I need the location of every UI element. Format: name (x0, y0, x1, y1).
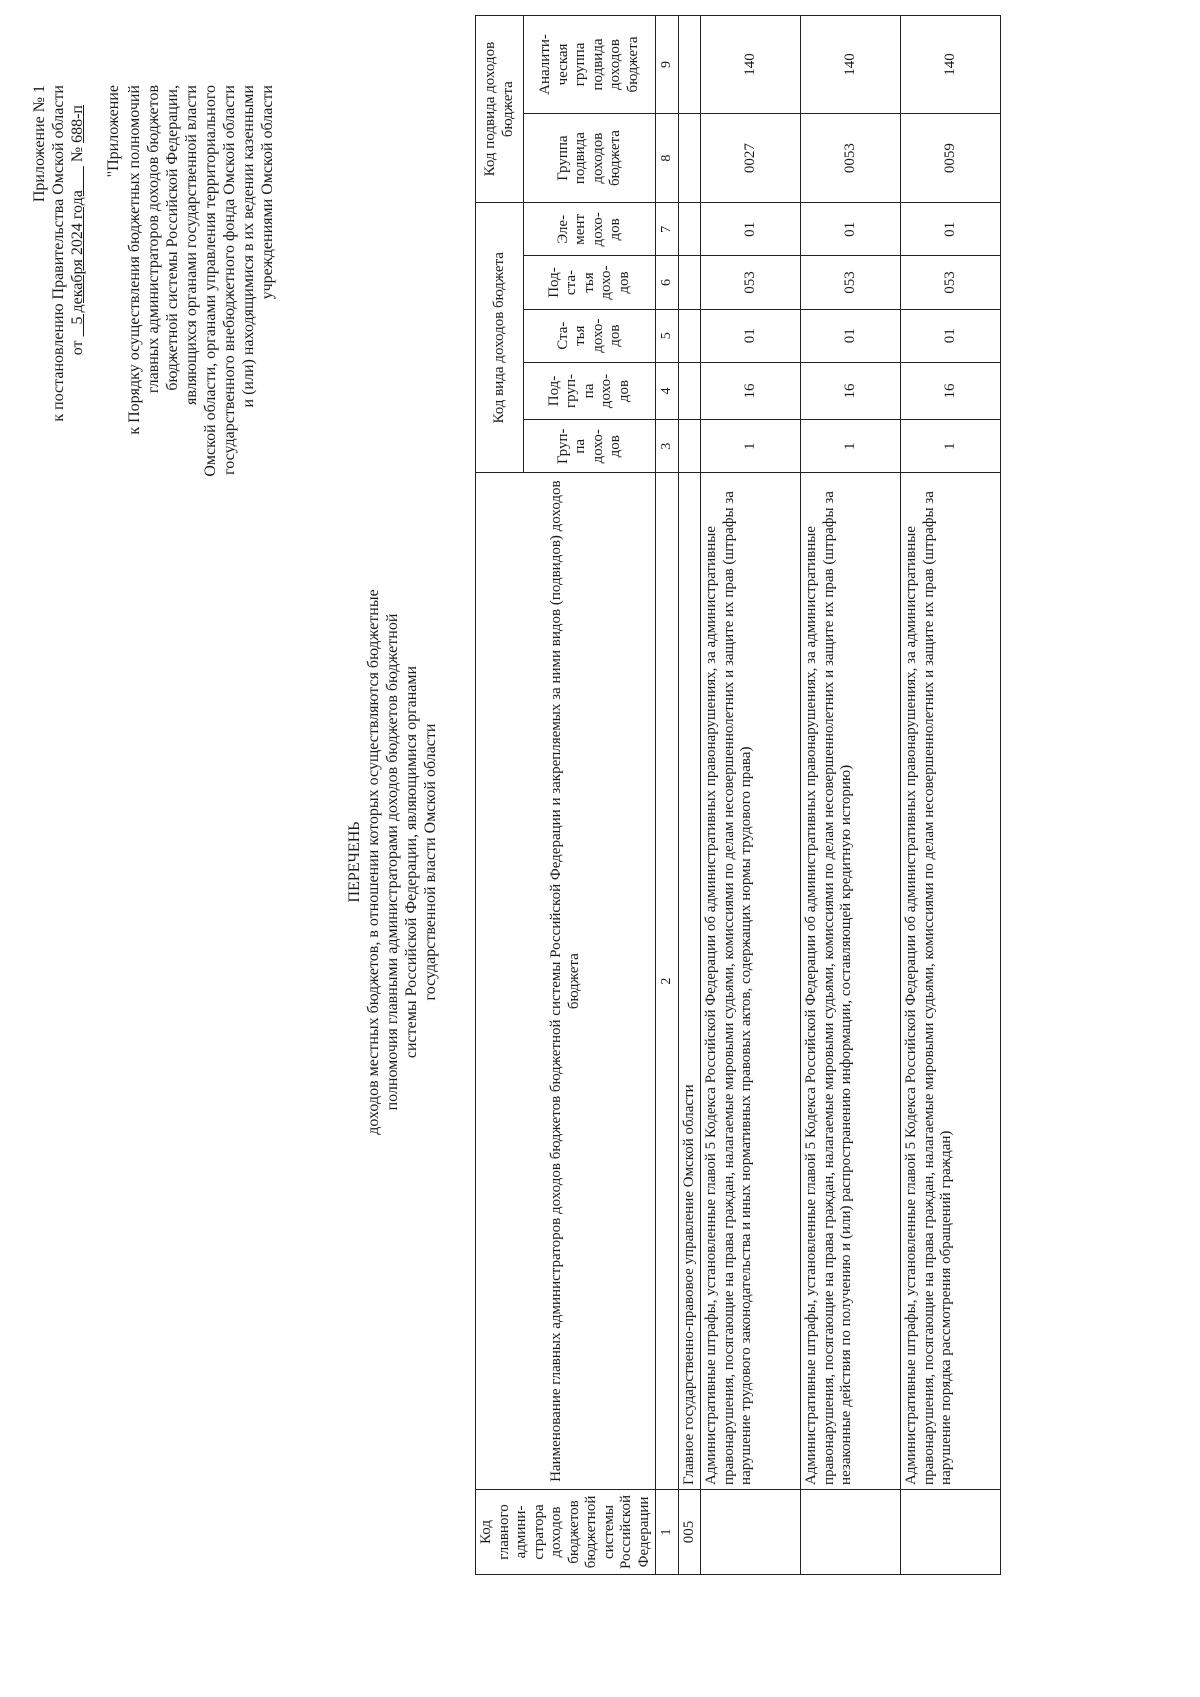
org-name: Главное государственно-правовое управление Омской области (678, 473, 701, 1490)
decree-date-text: 5 декабря 2024 года (69, 190, 86, 325)
decree-date (69, 166, 86, 336)
header-to-decree: к постановлению Правительства Омской области (50, 85, 67, 422)
procedure-line: Омской области, органами управления территориального (202, 85, 219, 477)
header-subkind-code: Код подвида доходов бюджета (476, 16, 524, 203)
number-label: № (69, 146, 86, 163)
revenue-name: Административные штрафы, установленные главой 5 Кодекса Российской Федерации об административных правонарушениях, за административные правонарушения, посягающие на права граждан, налагаемые мировыми судьями, комиссиями по делам несовершеннолетних и защите их прав (штрафы за нарушение порядка рассмотрения обращений граждан) (901, 473, 1001, 1490)
title-line: полномочия главными администраторами доходов бюджетов бюджетной (384, 613, 401, 1111)
article-code: 01 (801, 309, 901, 362)
column-number: 4 (656, 362, 679, 419)
title-line: системы Российской Федерации, являющимися органами (403, 665, 420, 1059)
column-number: 3 (656, 420, 679, 473)
table-row (701, 16, 801, 1575)
empty-cell (678, 113, 701, 202)
subarticle-code: 053 (901, 256, 1001, 309)
header-subgroup: Под-груп-па дохо-дов (524, 362, 656, 419)
element-code: 01 (801, 203, 901, 256)
decree-number: 688-п (69, 105, 86, 143)
header-element: Эле-мент дохо-дов (524, 203, 656, 256)
empty-cell (678, 309, 701, 362)
empty-cell (678, 420, 701, 473)
title-line: доходов местных бюджетов, в отношении которых осуществляются бюджетные (365, 589, 382, 1135)
empty-cell (701, 1489, 801, 1574)
procedure-line: бюджетной системы Российской Федерации, (164, 85, 181, 391)
title-line: государственной власти Омской области (422, 723, 439, 1001)
revenue-name: Административные штрафы, установленные главой 5 Кодекса Российской Федерации об административных правонарушениях, за административные правонарушения, посягающие на права граждан, налагаемые мировыми судьями, комиссиями по делам несовершеннолетних и защите их прав (штрафы за незаконные действия по получению и (или) распространению информации, составляющей кредитную историю) (801, 473, 901, 1490)
analytic-group-code: 140 (901, 16, 1001, 114)
subgroup-code: 16 (701, 362, 801, 419)
header-group: Груп-па дохо-дов (524, 420, 656, 473)
document-title (345, 482, 440, 1242)
empty-cell (678, 256, 701, 309)
group-code: 1 (901, 420, 1001, 473)
subarticle-code: 053 (801, 256, 901, 309)
procedure-line: государственного внебюджетного фонда Омской области (221, 85, 238, 475)
column-number: 6 (656, 256, 679, 309)
subkind-group-code: 0053 (801, 113, 901, 202)
subarticle-code: 053 (701, 256, 801, 309)
article-code: 01 (701, 309, 801, 362)
analytic-group-code: 140 (801, 16, 901, 114)
subgroup-code: 16 (901, 362, 1001, 419)
org-code: 005 (678, 1489, 701, 1574)
table-row (801, 16, 901, 1575)
empty-cell (678, 362, 701, 419)
group-code: 1 (701, 420, 801, 473)
article-code: 01 (901, 309, 1001, 362)
header-date-line (68, 85, 87, 355)
header-appendix-quote: "Приложение (105, 85, 122, 178)
procedure-line: главных администраторов доходов бюджетов (145, 85, 162, 394)
procedure-line: и (или) находящимися в их ведении казенными (240, 85, 257, 408)
subgroup-code: 16 (801, 362, 901, 419)
header-article: Ста-тья дохо-дов (524, 309, 656, 362)
column-numbers-row (656, 16, 679, 1575)
empty-cell (801, 1489, 901, 1574)
header-subkind-group: Группа подвида доходов бюджета (524, 113, 656, 202)
empty-cell (678, 16, 701, 114)
organization-row (678, 16, 701, 1575)
header-row (476, 16, 524, 1575)
column-number: 1 (656, 1489, 679, 1574)
column-number: 9 (656, 16, 679, 114)
revenue-name: Административные штрафы, установленные главой 5 Кодекса Российской Федерации об административных правонарушениях, за административные правонарушения, посягающие на права граждан, налагаемые мировыми судьями, комиссиями по делам несовершеннолетних и защите их прав (штрафы за нарушение трудового законодательства и иных нормативных правовых актов, содержащих нормы трудового права) (701, 473, 801, 1490)
group-code: 1 (801, 420, 901, 473)
header-subarticle: Под-ста-тья дохо-дов (524, 256, 656, 309)
element-code: 01 (701, 203, 801, 256)
subkind-group-code: 0059 (901, 113, 1001, 202)
header-analytic-group: Аналити-ческая группа подвида доходов бюджета (524, 16, 656, 114)
column-number: 8 (656, 113, 679, 202)
element-code: 01 (901, 203, 1001, 256)
header-name: Наименование главных администраторов доходов бюджетов бюджетной системы Российской Федерации и закрепляемых за ними видов (подвидов) доходов бюджета (476, 473, 656, 1490)
header-appendix: Приложение № 1 (31, 85, 48, 203)
column-number: 2 (656, 473, 679, 1490)
column-number: 7 (656, 203, 679, 256)
header-admin-code: Код главного админи-стратора доходов бюджетов бюджетной системы Российской Федерации (476, 1489, 656, 1574)
analytic-group-code: 140 (701, 16, 801, 114)
empty-cell (901, 1489, 1001, 1574)
column-number: 5 (656, 309, 679, 362)
from-label: от (69, 340, 86, 356)
empty-cell (678, 203, 701, 256)
header-kind-code: Код вида доходов бюджета (476, 203, 524, 473)
subkind-group-code: 0027 (701, 113, 801, 202)
revenue-table (475, 15, 1001, 1575)
procedure-line: к Порядку осуществления бюджетных полномочий (126, 85, 143, 435)
table-row (901, 16, 1001, 1575)
procedure-line: являющихся органами государственной власти (183, 85, 200, 406)
procedure-line: учреждениями Омской области (259, 85, 276, 300)
title-heading: ПЕРЕЧЕНЬ (346, 821, 363, 903)
